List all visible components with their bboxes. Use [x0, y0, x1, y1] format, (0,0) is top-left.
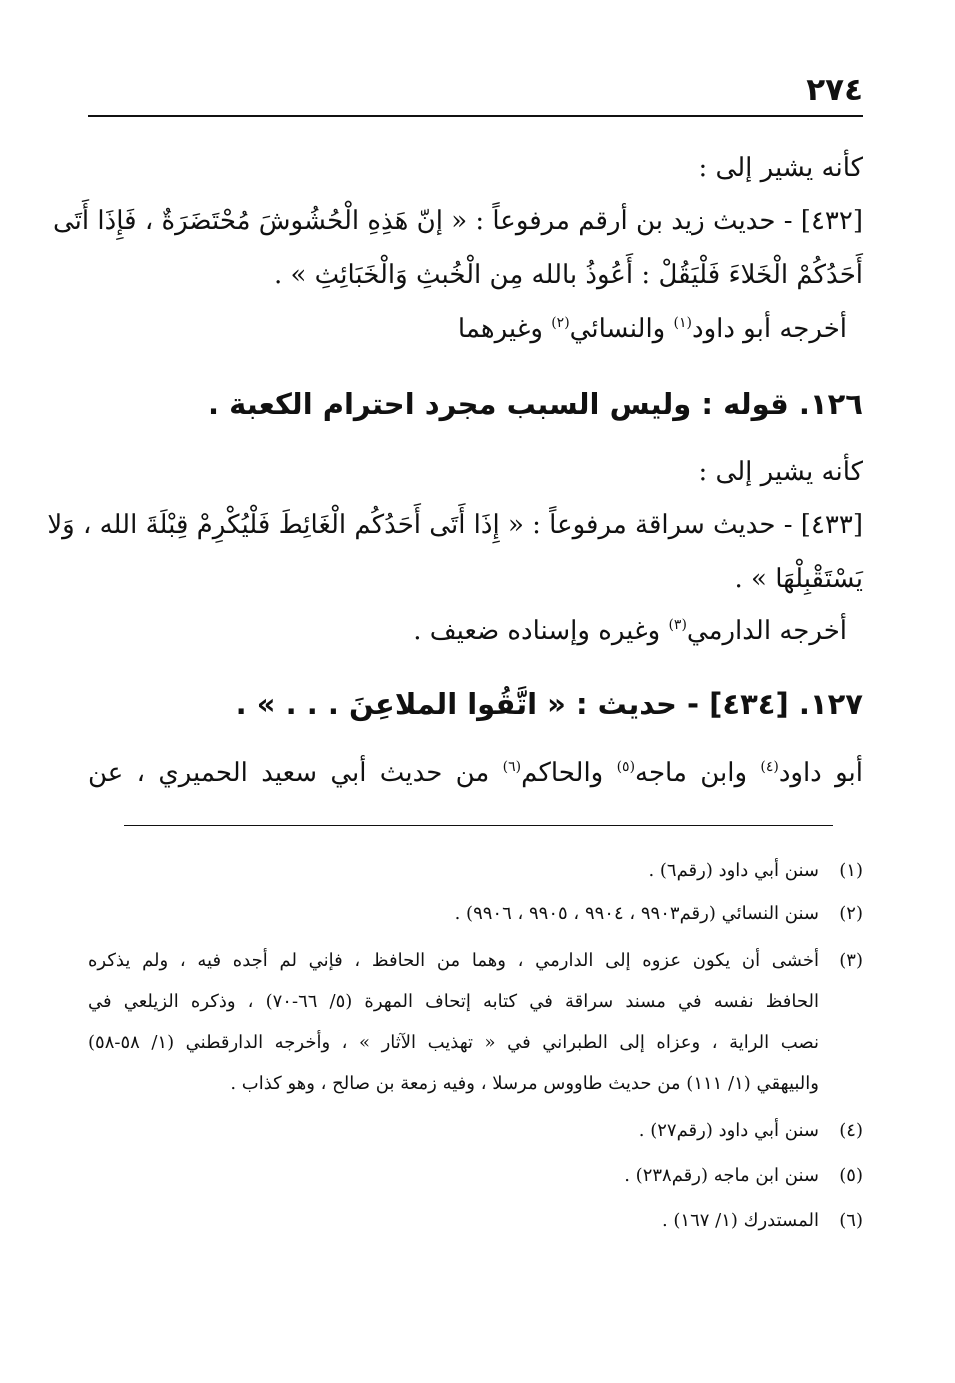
takhrij-text: والنسائي	[569, 314, 674, 344]
footnote-ref-6[interactable]: (٦)	[502, 759, 522, 775]
takhrij-text: وغيره وإسناده ضعيف .	[413, 616, 669, 646]
hadith-433-line-2: يَسْتَقْبِلْهَا » .	[734, 564, 863, 594]
footnote-ref-4[interactable]: (٤)	[760, 759, 779, 775]
header-rule	[88, 115, 863, 117]
hadith-432-line-2: أَحَدُكُمْ الْخَلاءَ فَلْيَقُلْ : أَعُوذُ بالله مِن الْخُبثِ وَالْخَبَائِثِ » .	[273, 260, 863, 290]
takhrij-text: وغيرهما	[457, 314, 552, 344]
footnote-number: (٥)	[839, 1165, 863, 1186]
takhrij-433	[413, 618, 847, 644]
footnote-3-line-4: والبيهقي (١/ ١١١) من حديث طاووس مرسلا ، وفيه زمعة بن صالح ، وهو كذاب .	[230, 1073, 819, 1094]
footnote-6	[662, 1212, 863, 1230]
footnote-1	[648, 862, 863, 880]
intro-line: كأنه يشير إلى :	[698, 153, 863, 183]
footnote-ref-3[interactable]: (٣)	[668, 617, 687, 633]
footnote-3-number: (٣)	[839, 950, 863, 971]
footnote-ref-1[interactable]: (١)	[673, 315, 692, 331]
footnote-text: سنن أبي داود (رقم٦) .	[648, 860, 819, 881]
footnote-ref-5[interactable]: (٥)	[616, 759, 636, 775]
hadith-433-line-1: [٤٣٣] - حديث سراقة مرفوعاً : « إِذَا أَتَى أَحَدُكُم الْغَائِطَ فَلْيُكْرِمْ قِبْلَةَ الله ، وَلا	[47, 510, 863, 540]
footnote-3-line-3: نصب الراية ، وعزاه إلى الطبراني في « تهذيب الآثار » ، وأخرجه الدارقطني (١/ ٥٨-٥٨)	[88, 1032, 819, 1053]
footnote-number: (١)	[839, 860, 863, 881]
body-text: من حديث أبي سعيد الحميري ، عن	[88, 758, 503, 788]
section-127-heading: ١٢٧. [٤٣٤] - حديث : « اتَّقُوا الملاعِنَ . . . » .	[235, 687, 863, 721]
body-text: وابن ماجه	[635, 758, 761, 788]
section-127-text	[88, 760, 863, 786]
section-126-heading: ١٢٦. قوله : وليس السبب مجرد احترام الكعبة .	[208, 387, 863, 421]
takhrij-text: أخرجه أبو داود	[691, 314, 847, 344]
intro-line: كأنه يشير إلى :	[698, 457, 863, 487]
footnote-text: سنن ابن ماجه (رقم٢٣٨) .	[624, 1165, 819, 1186]
footnote-text: المستدرك (١/ ١٦٧) .	[661, 1210, 819, 1231]
footnote-text: سنن أبي داود (رقم٢٧) .	[638, 1120, 819, 1141]
footnote-number: (٢)	[839, 903, 863, 924]
footnote-ref-2[interactable]: (٢)	[551, 315, 570, 331]
footnote-text: سنن النسائي (رقم٩٩٠٣ ، ٩٩٠٤ ، ٩٩٠٥ ، ٩٩٠٦) .	[454, 903, 819, 924]
footnote-separator	[124, 825, 833, 826]
footnote-3-line-1: أخشى أن يكون عزوه إلى الدارمي ، وهما من الحافظ ، فإني لم أجده فيه ، ولم يذكره	[88, 950, 819, 971]
page-number: ٢٧٤	[806, 72, 863, 108]
hadith-432-line-1: [٤٣٢] - حديث زيد بن أرقم مرفوعاً : « إنّ هَذِهِ الْحُشُوشَ مُحْتَضَرَةٌ ، فَإِذَا أَتَى	[53, 206, 863, 236]
footnote-4	[639, 1122, 863, 1140]
body-text: أبو داود	[778, 758, 863, 788]
body-text: والحاكم	[521, 758, 617, 788]
footnote-5	[624, 1167, 863, 1185]
footnote-number: (٤)	[839, 1120, 863, 1141]
footnote-number: (٦)	[839, 1210, 863, 1231]
footnote-3-line-2: الحافظ نفسه في مسند سراقة في كتابه إتحاف المهرة (٥/ ٦٦-٧٠) ، وذكره الزيلعي في	[88, 991, 819, 1012]
footnote-2	[455, 905, 863, 923]
takhrij-432	[458, 316, 847, 342]
takhrij-text: أخرجه الدارمي	[686, 616, 847, 646]
